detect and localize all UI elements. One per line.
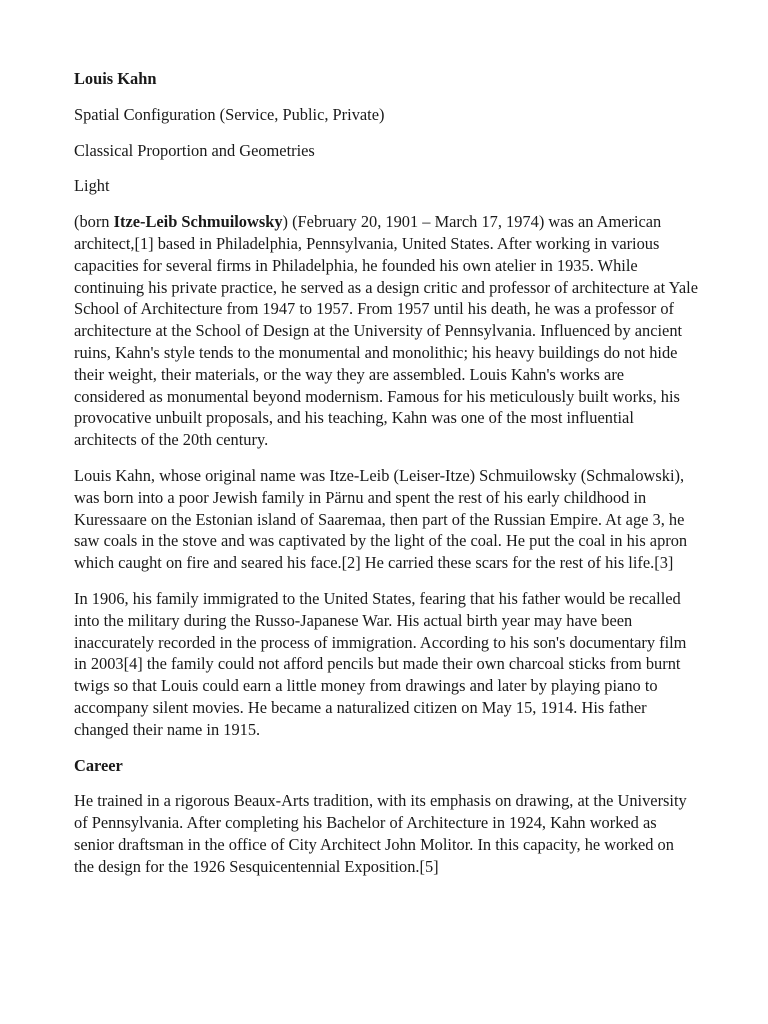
career-heading: Career [74,755,123,775]
document-title: Louis Kahn [74,69,157,88]
topic-spatial-configuration: Spatial Configuration (Service, Public, Private) [74,104,385,124]
immigration-paragraph: In 1906, his family immigrated to the United States, fearing that his father would be recalled into the military during the Russo-Japanese War. His actual birth year may have been inaccurately recorded in the process of immigration. According to his son's documentary film in 2003[4] the family could not afford pencils but made their own charcoal sticks from burnt twigs so that Louis could earn a little money from drawings and later by playing piano to accompany silent movies. He became a naturalized citizen on May 15, 1914. His father changed their name in 1915. [74,588,687,739]
early-life-paragraph: Louis Kahn, whose original name was Itze-Leib (Leiser-Itze) Schmuilowsky (Schmalowski), was born into a poor Jewish family in Pärnu and spent the rest of his early childhood in Kuressaare on the Estonian island of Saaremaa, then part of the Russian Empire. At age 3, he saw coals in the stove and was captivated by the light of the coal. He put the coal in his apron which caught on fire and seared his face.[2] He carried these scars for the rest of his life.[3] [74,465,688,573]
intro-text: ) (February 20, 1901 – March 17, 1974) was an American architect,[1] based in Philadelphia, Pennsylvania, United States. After working in various capacities for several firms in Philadelphia, he founded his own atelier in 1935. While continuing his private practice, he served as a design critic and professor of architecture at Yale School of Architecture from 1947 to 1957. From 1957 until his death, he was a professor of architecture at the School of Design at the University of Pennsylvania. Influenced by ancient ruins, Kahn's style tends to the monumental and monolithic; his heavy buildings do not hide their weight, their materials, or the way they are assembled. Louis Kahn's works are considered as monumental beyond modernism. Famous for his meticulously built works, his provocative unbuilt proposals, and his teaching, Kahn was one of the most influential architects of the 20th century. [74,212,698,450]
topic-classical-proportion: Classical Proportion and Geometries [74,140,315,160]
birth-name: Itze-Leib Schmuilowsky [113,212,283,232]
intro-lead: (born [74,212,114,232]
document-page [74,68,698,892]
career-paragraph: He trained in a rigorous Beaux-Arts tradition, with its emphasis on drawing, at the University of Pennsylvania. After completing his Bachelor of Architecture in 1924, Kahn worked as senior draftsman in the office of City Architect John Molitor. In this capacity, he worked on the design for the 1926 Sesquicentennial Exposition.[5] [74,791,687,876]
intro-paragraph [74,211,698,451]
topic-light: Light [74,176,110,196]
